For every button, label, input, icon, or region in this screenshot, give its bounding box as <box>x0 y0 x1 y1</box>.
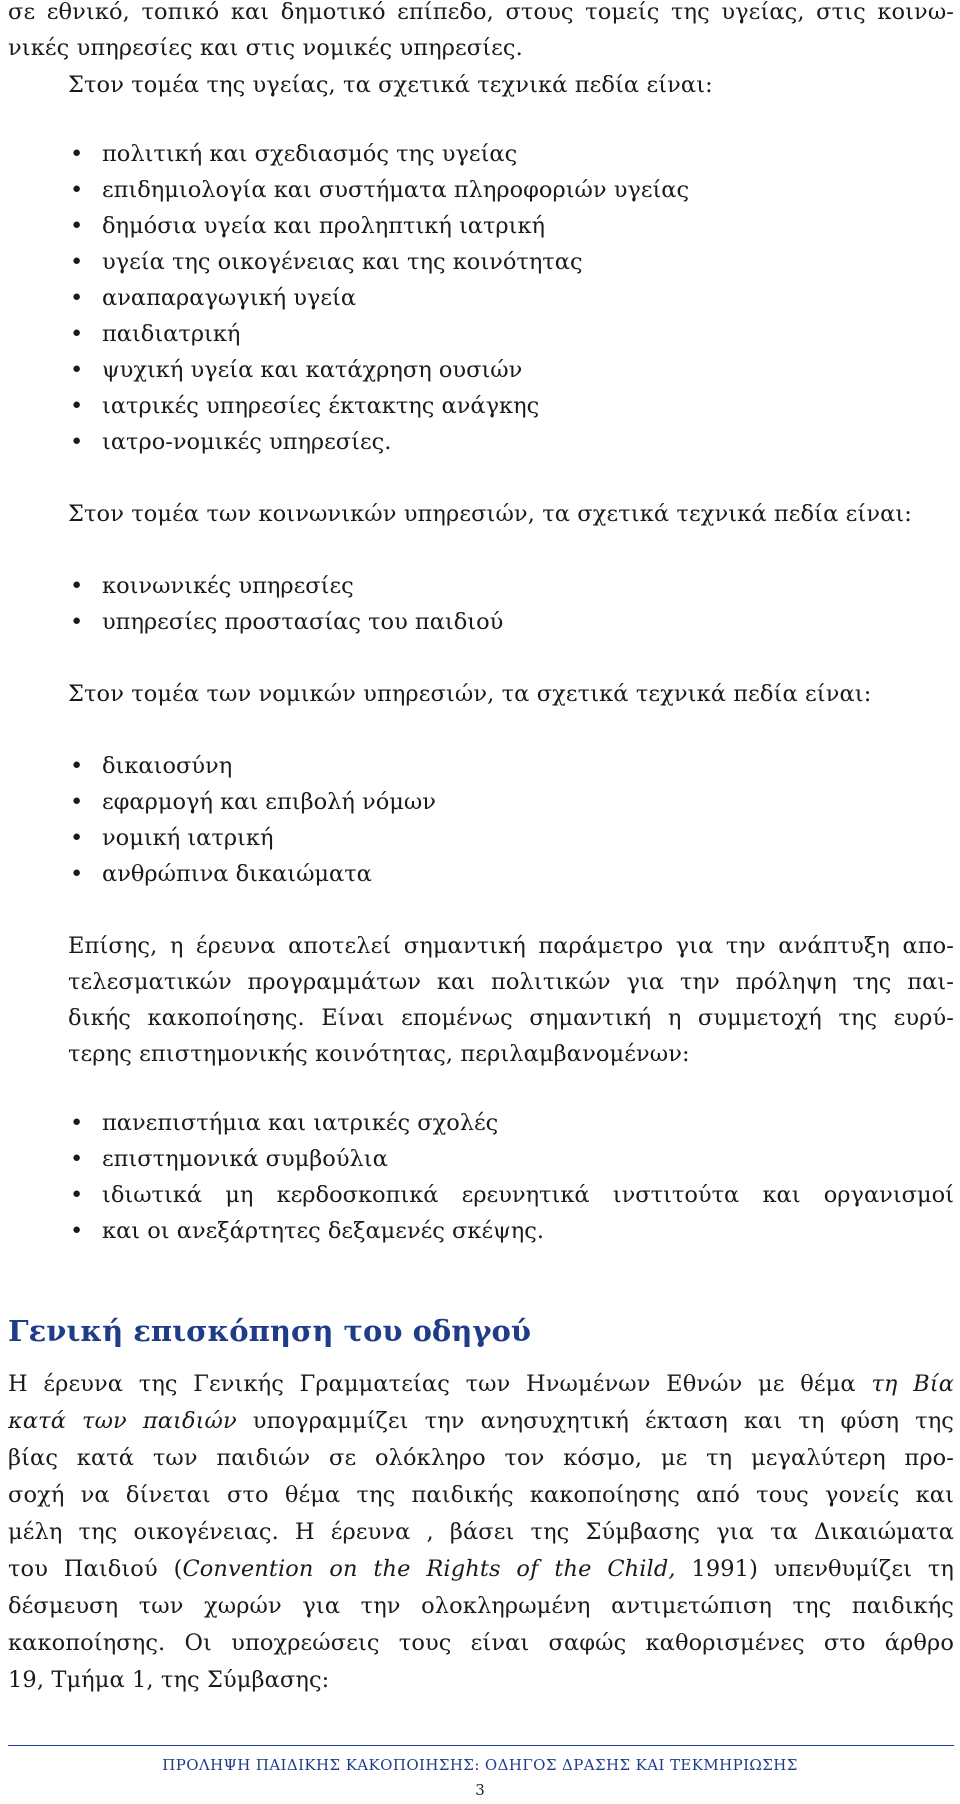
list-item-continuation <box>70 1213 954 1249</box>
list-item: • εφαρμογή και επιβολή νόμων <box>70 784 954 820</box>
overview-line-5: μέλη της οικογένειας. Η έρευνα , βάσει της Σύμβασης για τα Δικαιώματα <box>8 1519 954 1545</box>
overview-line-8: κακοποίησης. Οι υποχρεώσεις τους είναι σαφώς καθορισμένες στο άρθρο <box>8 1630 954 1656</box>
list-item-text: πανεπιστήμια και ιατρικές σχολές <box>102 1110 499 1136</box>
overview-line-7: δέσμευση των χωρών για την ολοκληρωμένη αντιμετώπιση της παιδικής <box>8 1593 954 1619</box>
research-line-1: Επίσης, η έρευνα αποτελεί σημαντική παράμετρο για την ανάπτυξη απο- <box>68 933 954 959</box>
legal-intro: Στον τομέα των νομικών υπηρεσιών, τα σχετικά τεχνικά πεδία είναι: <box>68 681 872 707</box>
research-bodies-list <box>70 1105 954 1249</box>
health-fields-list <box>70 136 954 460</box>
footer-divider <box>8 1745 954 1746</box>
overview-line-4: σοχή να δίνεται στο θέμα της παιδικής κακοποίησης από τους γονείς και <box>8 1482 954 1508</box>
overview-line-3: βίας κατά των παιδιών σε ολόκληρο τον κόσμο, με τη μεγαλύτερη προ- <box>8 1445 954 1471</box>
list-item: • παιδιατρική <box>70 316 954 352</box>
list-item: • νομική ιατρική <box>70 820 954 856</box>
legal-fields-list <box>70 748 954 892</box>
research-line-2: τελεσματικών προγραμμάτων και πολιτικών για την πρόληψη της παι- <box>68 969 954 995</box>
overview-line-2-text: υπογραμμίζει την ανησυχητική έκταση και τη φύση της <box>236 1408 955 1434</box>
list-item <box>70 1105 954 1141</box>
list-item <box>70 1177 954 1213</box>
convention-title-italic: Convention on the Rights of the Child, <box>182 1556 676 1582</box>
intro-line-2: νικές υπηρεσίες και στις νομικές υπηρεσίες. <box>8 35 523 61</box>
list-item-text: επιστημονικά συμβούλια <box>102 1146 388 1172</box>
overview-line-1 <box>8 1366 954 1402</box>
page-number: 3 <box>475 1781 485 1799</box>
list-item: • ψυχική υγεία και κατάχρηση ουσιών <box>70 352 954 388</box>
list-item: • υπηρεσίες προστασίας του παιδιού <box>70 604 954 640</box>
overview-line-6-a: του Παιδιού ( <box>8 1556 183 1582</box>
list-item: • ανθρώπινα δικαιώματα <box>70 856 954 892</box>
list-item: • δημόσια υγεία και προληπτική ιατρική <box>70 208 954 244</box>
list-item: • κοινωνικές υπηρεσίες <box>70 568 954 604</box>
overview-line-6-b: 1991) υπενθυμίζει τη <box>675 1556 954 1582</box>
intro-line-1: σε εθνικό, τοπικό και δημοτικό επίπεδο, στους τομείς της υγείας, στις κοινω- <box>8 0 954 25</box>
list-item: • δικαιοσύνη <box>70 748 954 784</box>
list-item: • αναπαραγωγική υγεία <box>70 280 954 316</box>
list-item: • ιατρικές υπηρεσίες έκτακτης ανάγκης <box>70 388 954 424</box>
overview-line-2 <box>8 1403 954 1439</box>
social-intro: Στον τομέα των κοινωνικών υπηρεσιών, τα σχετικά τεχνικά πεδία είναι: <box>68 501 912 527</box>
research-line-3: δικής κακοποίησης. Είναι επομένως σημαντική η συμμετοχή της ευρύ- <box>68 1005 954 1031</box>
list-item-text: ιδιωτικά μη κερδοσκοπικά ερευνητικά ινστιτούτα και οργανισμοί <box>102 1182 954 1208</box>
health-intro: Στον τομέα της υγείας, τα σχετικά τεχνικά πεδία είναι: <box>68 72 713 98</box>
footer-title: ΠΡΟΛΗΨΗ ΠΑΙΔΙΚΗΣ ΚΑΚΟΠΟΙΗΣΗΣ: ΟΔΗΓΟΣ ΔΡΑΣΗΣ ΚΑΙ ΤΕΚΜΗΡΙΩΣΗΣ <box>162 1756 798 1774</box>
list-item: • επιδημιολογία και συστήματα πληροφοριών υγείας <box>70 172 954 208</box>
list-item: • ιατρο-νομικές υπηρεσίες. <box>70 424 954 460</box>
section-heading: Γενική επισκόπηση του οδηγού <box>8 1314 531 1348</box>
list-item-text: και οι ανεξάρτητες δεξαμενές σκέψης. <box>102 1218 544 1244</box>
social-fields-list <box>70 568 954 640</box>
list-item: • πολιτική και σχεδιασμός της υγείας <box>70 136 954 172</box>
overview-line-1-text: Η έρευνα της Γενικής Γραμματείας των Ηνωμένων Εθνών με θέμα <box>8 1371 872 1397</box>
list-item <box>70 1141 954 1177</box>
overview-title-italic: τη Βία <box>871 1371 954 1397</box>
overview-line-9: 19, Τμήμα 1, της Σύμβασης: <box>8 1667 330 1693</box>
research-line-4: τερης επιστημονικής κοινότητας, περιλαμβανομένων: <box>68 1041 690 1067</box>
list-item: • υγεία της οικογένειας και της κοινότητας <box>70 244 954 280</box>
overview-line-6 <box>8 1551 954 1587</box>
overview-title-italic-cont: κατά των παιδιών <box>8 1408 237 1434</box>
